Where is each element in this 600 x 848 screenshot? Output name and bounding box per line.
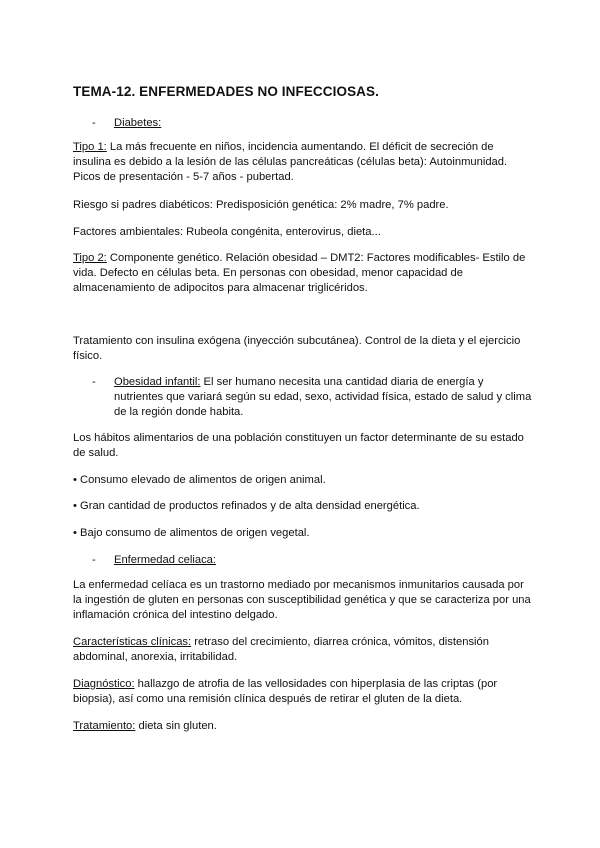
clinicas-label: Características clínicas: — [73, 636, 192, 648]
document-title: TEMA-12. ENFERMEDADES NO INFECCIOSAS. — [73, 84, 379, 99]
paragraph-clinicas — [73, 635, 533, 665]
tipo2-text: Componente genético. Relación obesidad – DMT2: Factores modificables- Estilo de vida. Defecto en células beta. En personas con obesidad, menor capacidad de almacenamiento de adipocitos para almacenar triglicéridos. — [73, 252, 526, 294]
clinicas-text: retraso del crecimiento, diarrea crónica, vómitos, distensión abdominal, anorexia, irritabilidad. — [73, 636, 489, 663]
dash-marker: - — [92, 554, 96, 566]
paragraph-habitos: Los hábitos alimentarios de una población constituyen un factor determinante de su estado de salud. — [73, 432, 524, 459]
bullet-item: • Consumo elevado de alimentos de origen animal. — [73, 474, 326, 486]
tipo2-label: Tipo 2: — [73, 252, 107, 264]
obesidad-body — [114, 375, 532, 420]
tratamiento-text: dieta sin gluten. — [135, 720, 217, 732]
obesidad-text: El ser humano necesita una cantidad diaria de energía y nutrientes que variará según su edad, sexo, actividad física, estado de salud y clima de la región donde habita. — [114, 376, 532, 418]
tipo1-text: La más frecuente en niños, incidencia aumentando. El déficit de secreción de insulina es debido a la lesión de las células pancreáticas (células beta): Autoinmunidad. Picos de presentación - 5-7 años - pubertad. — [73, 141, 508, 183]
section-obesidad — [92, 375, 532, 420]
dash-marker: - — [92, 117, 96, 129]
section-celiaca-heading — [92, 553, 216, 568]
diagnostico-label: Diagnóstico: — [73, 678, 135, 690]
paragraph-tratamiento-insulina: Tratamiento con insulina exógena (inyección subcutánea). Control de la dieta y el ejercicio físico. — [73, 335, 521, 362]
paragraph-tratamiento — [73, 719, 533, 734]
paragraph-diagnostico — [73, 677, 533, 707]
diabetes-heading-label: Diabetes: — [114, 117, 162, 129]
paragraph-riesgo: Riesgo si padres diabéticos: Predisposición genética: 2% madre, 7% padre. — [73, 199, 449, 211]
section-diabetes-heading — [92, 116, 161, 131]
bullet-item: • Gran cantidad de productos refinados y de alta densidad energética. — [73, 500, 420, 512]
dash-marker: - — [92, 376, 96, 388]
celiaca-heading-label: Enfermedad celiaca: — [114, 554, 216, 566]
paragraph-tipo2 — [73, 251, 533, 296]
bullet-item: • Bajo consumo de alimentos de origen vegetal. — [73, 527, 310, 539]
paragraph-celiaca: La enfermedad celíaca es un trastorno mediado por mecanismos inmunitarios causada por la ingestión de gluten en personas con susceptibilidad genética y que se caracteriza por una inflamación crónica del intestino delgado. — [73, 579, 531, 621]
tipo1-label: Tipo 1: — [73, 141, 107, 153]
obesidad-label: Obesidad infantil: — [114, 376, 201, 388]
tratamiento-label: Tratamiento: — [73, 720, 136, 732]
paragraph-tipo1 — [73, 140, 533, 185]
paragraph-factores: Factores ambientales: Rubeola congénita, enterovirus, dieta... — [73, 226, 381, 238]
diagnostico-text: hallazgo de atrofia de las vellosidades con hiperplasia de las criptas (por biopsia), así como una remisión clínica después de retirar el gluten de la dieta. — [73, 678, 498, 705]
